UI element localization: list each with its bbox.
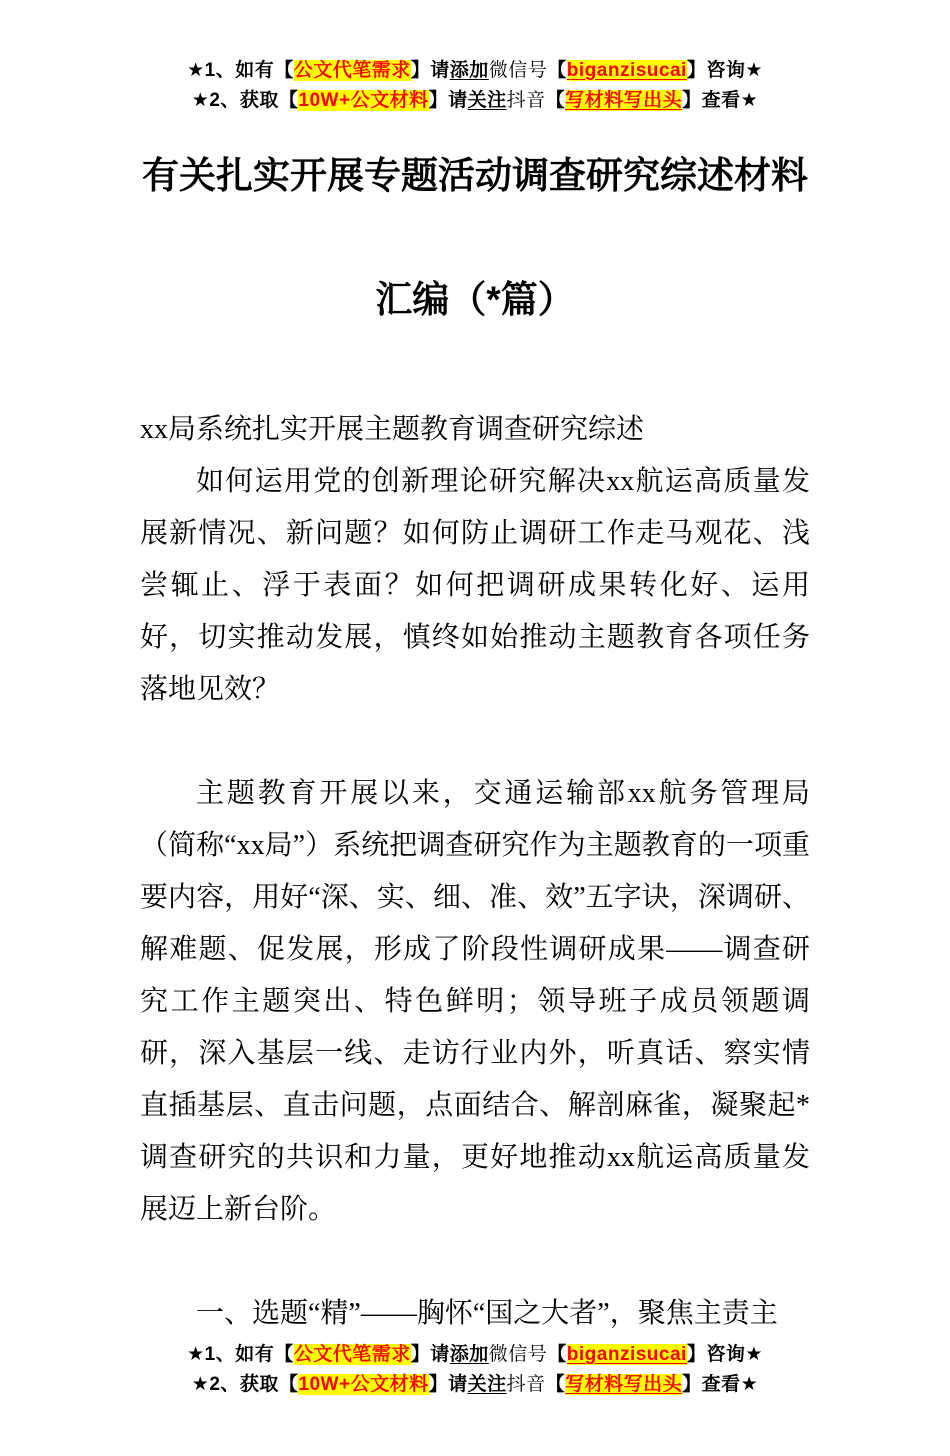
notice2-bracket-open: 【	[545, 90, 566, 111]
notice2-highlight-douyin-id: 写材料写出头	[565, 1374, 683, 1395]
notice1-prefix: ★1、如有【	[187, 1344, 294, 1365]
paragraph-subtitle: xx局系统扎实开展主题教育调查研究综述	[140, 414, 645, 445]
notice1-bracket-close: 】请	[410, 60, 450, 81]
document-title-line1: 有关扎实开展专题活动调查研究综述材料	[142, 155, 808, 196]
notice2-bracket-close: 】请	[428, 90, 468, 111]
section-heading-1: 一、选题“精”——胸怀“国之大者”，聚焦主责主	[196, 1298, 778, 1329]
document-body	[0, 404, 950, 1340]
notice2-bracket-close: 】请	[428, 1374, 468, 1395]
notice1-highlight-wechat-id: biganzisucai	[566, 1344, 687, 1365]
notice1-suffix: 】咨询★	[686, 60, 763, 81]
notice2-suffix: 】查看★	[682, 1374, 759, 1395]
header-notice-line-2	[0, 86, 950, 116]
notice1-bracket-open: 【	[547, 60, 567, 81]
paragraph-overview: 主题教育开展以来，交通运输部xx航务管理局（简称“xx局”）系统把调查研究作为主题教育的一项重要内容，用好“深、实、细、准、效”五字诀，深调研、解难题、促发展，形成了阶段性调研成果——调查研究工作主题突出、特色鲜明；领导班子成员领题调研，深入基层一线、走访行业内外，听真话、察实情直插基层、直击问题，点面结合、解剖麻雀，凝聚起*调查研究的共识和力量，更好地推动xx航运高质量发展迈上新台阶。	[140, 778, 810, 1225]
notice1-suffix: 】咨询★	[686, 1344, 763, 1365]
notice1-prefix: ★1、如有【	[187, 60, 294, 81]
notice1-highlight-service-need: 公文代笔需求	[293, 1344, 411, 1365]
notice2-douyin-label: 抖音	[506, 1374, 546, 1395]
notice2-follow-underlined: 关注	[467, 90, 507, 111]
notice1-bracket-close: 】请	[410, 1344, 450, 1365]
notice1-highlight-service-need: 公文代笔需求	[293, 60, 411, 81]
notice2-follow-underlined: 关注	[467, 1374, 507, 1395]
document-title-line2: 汇编（*篇）	[375, 279, 575, 320]
notice2-highlight-materials: 10W+公文材料	[298, 90, 429, 111]
notice2-suffix: 】查看★	[682, 90, 759, 111]
footer-notice	[0, 1340, 950, 1456]
notice2-douyin-label: 抖音	[506, 90, 546, 111]
notice1-bracket-open: 【	[547, 1344, 567, 1365]
notice2-highlight-materials: 10W+公文材料	[298, 1374, 429, 1395]
paragraph-intro-questions: 如何运用党的创新理论研究解决xx航运高质量发展新情况、新问题？如何防止调研工作走马观花、浅尝辄止、浮于表面？如何把调研成果转化好、运用好，切实推动发展，慎终如始推动主题教育各项任务落地见效？	[140, 466, 810, 705]
notice2-bracket-open: 【	[545, 1374, 566, 1395]
header-notice-line-1	[0, 56, 950, 86]
header-notice	[0, 0, 950, 116]
notice1-add-underlined: 添加	[449, 1344, 489, 1365]
notice1-wechat-label: 微信号	[488, 60, 548, 81]
notice1-highlight-wechat-id: biganzisucai	[566, 60, 687, 81]
notice1-add-underlined: 添加	[449, 60, 489, 81]
notice1-wechat-label: 微信号	[488, 1344, 548, 1365]
notice2-prefix: ★2、获取【	[191, 1374, 299, 1395]
footer-notice-line-2	[0, 1370, 950, 1400]
notice2-prefix: ★2、获取【	[191, 90, 299, 111]
footer-notice-line-1	[0, 1340, 950, 1370]
notice2-highlight-douyin-id: 写材料写出头	[565, 90, 683, 111]
